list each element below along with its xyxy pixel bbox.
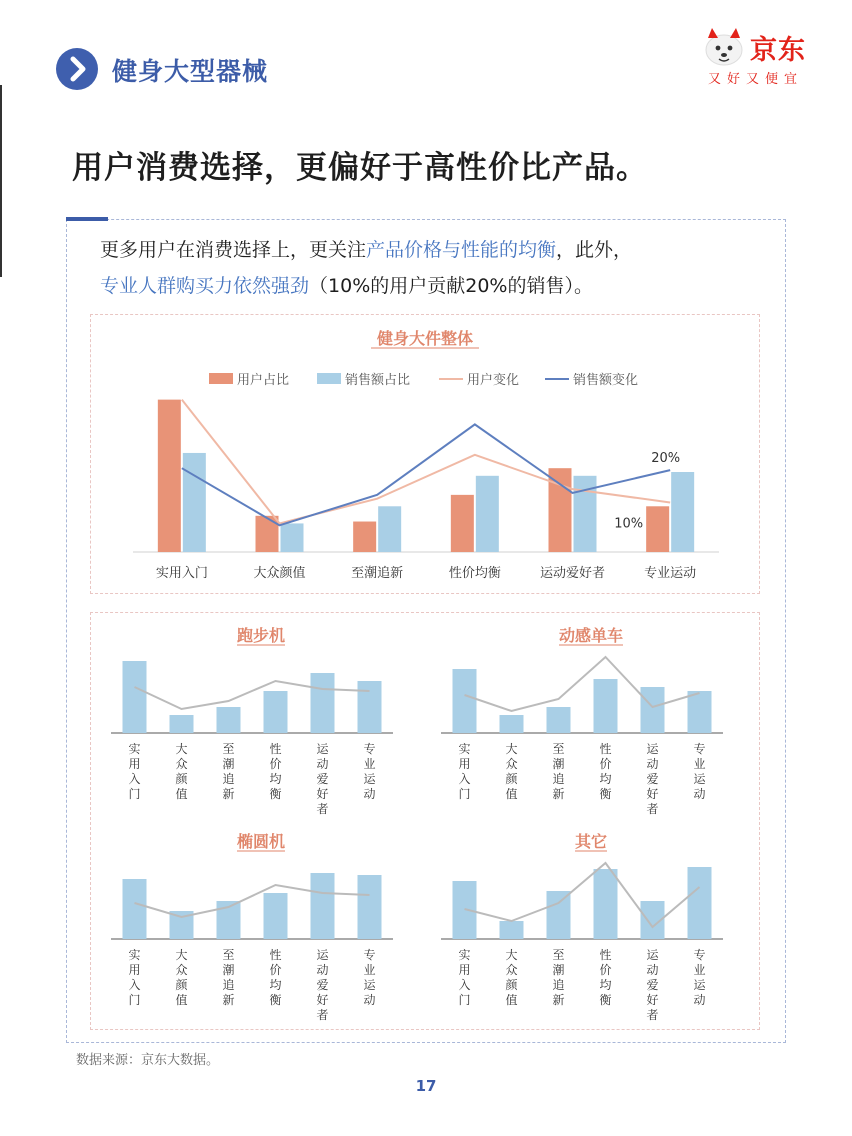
category-label: 性价均衡 [599, 948, 612, 1007]
user-change-line [182, 400, 670, 524]
page-headline: 用户消费选择，更偏好于高性价比产品。 [72, 150, 648, 186]
chevron-right-icon [56, 48, 98, 90]
logo-slogan: 又好又便宜 [708, 72, 804, 87]
legend-label: 用户占比 [237, 373, 290, 388]
sales-change-line [182, 424, 670, 525]
user-share-bar [353, 522, 376, 552]
intro-highlight-1: 产品价格与性能的均衡 [366, 239, 557, 261]
sales-bar [123, 661, 147, 733]
intro-line-1 [100, 232, 632, 268]
intro-text-1: 更多用户在消费选择上，更关注 [100, 239, 367, 261]
data-annotation: 20% [651, 451, 681, 467]
sales-bar [264, 691, 288, 733]
sales-share-bar [183, 453, 206, 552]
sales-bar [641, 687, 665, 733]
small-chart [111, 832, 393, 1022]
category-label: 专业运动 [693, 948, 706, 1007]
category-label: 实用入门 [155, 566, 208, 581]
small-charts-box [90, 612, 760, 1030]
sales-share-bar [281, 523, 304, 552]
data-annotation: 10% [614, 516, 644, 532]
logo-name: 京东 [750, 35, 806, 66]
trend-line [465, 863, 700, 927]
category-label: 运动爱好者 [316, 742, 329, 816]
category-label: 大众颜值 [253, 566, 306, 581]
small-charts [91, 613, 759, 1029]
section-title: 健身大型器械 [112, 57, 269, 86]
legend-swatch [209, 373, 233, 384]
legend-swatch [317, 373, 341, 384]
sales-bar [311, 873, 335, 939]
main-chart-box [90, 314, 760, 594]
sales-bar [500, 715, 524, 733]
small-chart-title: 其它 [574, 832, 608, 851]
jd-logo [696, 22, 826, 94]
user-share-bar [256, 516, 279, 552]
sales-bar [217, 707, 241, 733]
intro-text-1-end: ，此外， [556, 239, 633, 261]
category-label: 性价均衡 [448, 566, 501, 581]
category-label: 至潮追新 [552, 948, 565, 1007]
sales-bar [170, 715, 194, 733]
category-label: 运动爱好者 [316, 948, 329, 1022]
legend-label: 用户变化 [467, 373, 520, 388]
sales-bar [311, 673, 335, 733]
sales-bar [358, 681, 382, 733]
sales-bar [358, 875, 382, 939]
small-chart-title: 动感单车 [558, 626, 624, 645]
page-number: 17 [415, 1077, 437, 1095]
category-label: 运动爱好者 [539, 566, 606, 581]
chart-title: 健身大件整体 [376, 329, 474, 348]
category-label: 大众颜值 [175, 948, 188, 1007]
sales-bar [264, 893, 288, 939]
sales-share-bar [378, 506, 401, 552]
category-label: 专业运动 [693, 742, 706, 801]
category-label: 性价均衡 [599, 742, 612, 801]
category-label: 实用入门 [128, 948, 141, 1007]
category-label: 至潮追新 [222, 948, 235, 1007]
intro-line-2 [100, 268, 632, 304]
category-label: 大众颜值 [505, 742, 518, 801]
category-label: 性价均衡 [269, 948, 282, 1007]
category-label: 性价均衡 [269, 742, 282, 801]
user-share-bar [451, 495, 474, 552]
category-label: 大众颜值 [505, 948, 518, 1007]
legend-label: 销售额变化 [573, 373, 639, 388]
category-label: 运动爱好者 [646, 948, 659, 1022]
category-label: 实用入门 [458, 948, 471, 1007]
category-label: 运动爱好者 [646, 742, 659, 816]
category-label: 实用入门 [458, 742, 471, 801]
sales-share-bar [476, 476, 499, 552]
intro-highlight-2: 专业人群购买力依然强劲 [100, 275, 310, 297]
small-chart [441, 832, 723, 1022]
intro-text [100, 232, 632, 304]
small-chart [111, 626, 393, 816]
category-label: 大众颜值 [175, 742, 188, 801]
sales-share-bar [671, 472, 694, 552]
sales-bar [688, 691, 712, 733]
left-margin-rule [0, 85, 2, 277]
sales-bar [453, 669, 477, 733]
main-chart [91, 315, 759, 593]
category-label: 实用入门 [128, 742, 141, 801]
sales-bar [547, 891, 571, 939]
panel-tab-accent [66, 217, 108, 221]
category-label: 专业运动 [363, 948, 376, 1007]
user-share-bar [646, 506, 669, 552]
section-badge [56, 48, 98, 90]
category-label: 至潮追新 [552, 742, 565, 801]
user-share-bar [549, 468, 572, 552]
category-label: 至潮追新 [222, 742, 235, 801]
jd-dog-icon [698, 26, 750, 70]
sales-bar [500, 921, 524, 939]
sales-bar [688, 867, 712, 939]
category-label: 至潮追新 [351, 566, 404, 581]
data-source-note: 数据来源：京东大数据。 [76, 1053, 220, 1068]
intro-text-2-end: （10%的用户贡献20%的销售）。 [309, 275, 593, 297]
small-chart-title: 跑步机 [236, 626, 286, 645]
sales-bar [547, 707, 571, 733]
small-chart-title: 椭圆机 [236, 832, 286, 851]
legend-label: 销售额占比 [345, 373, 411, 388]
trend-line [465, 657, 700, 711]
sales-bar [594, 869, 618, 939]
small-chart [441, 626, 723, 816]
user-share-bar [158, 400, 181, 552]
sales-bar [594, 679, 618, 733]
sales-bar [123, 879, 147, 939]
category-label: 专业运动 [644, 566, 697, 581]
category-label: 专业运动 [363, 742, 376, 801]
